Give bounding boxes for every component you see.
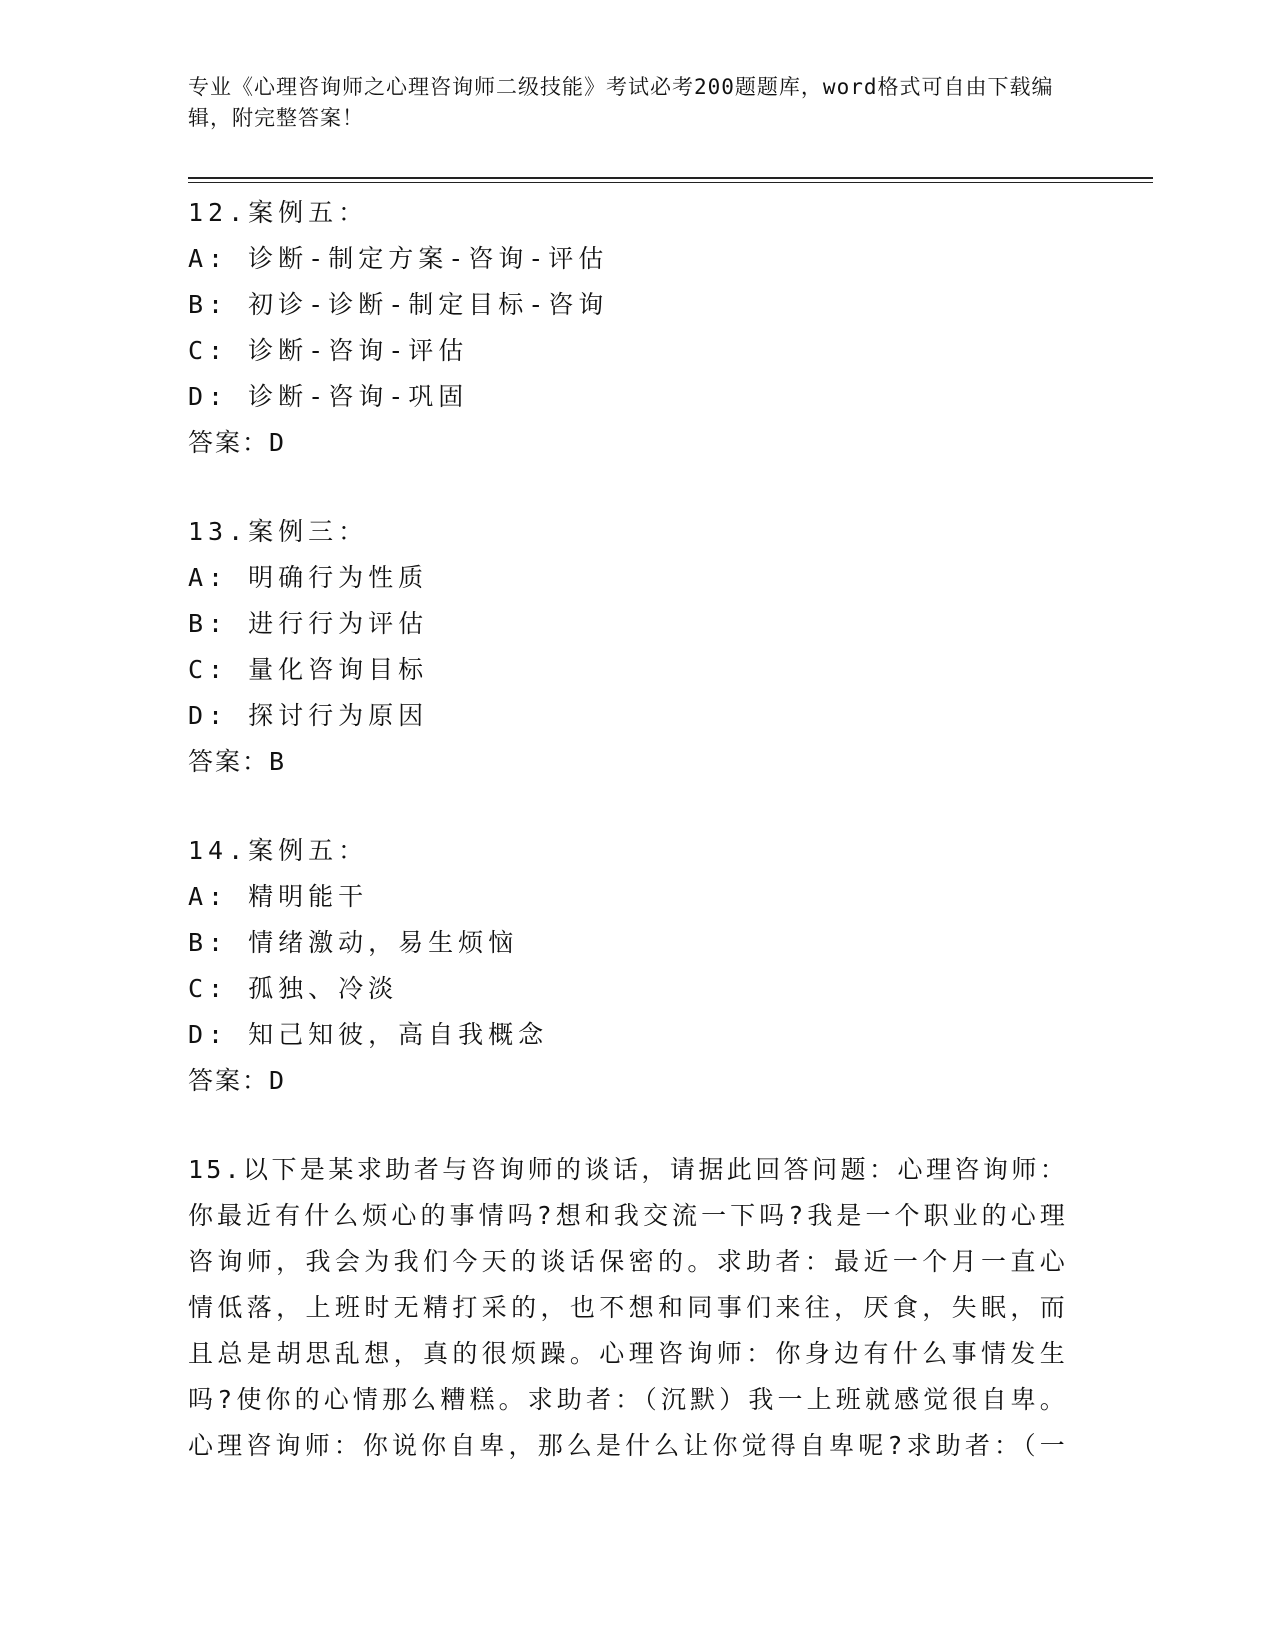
question-13 (188, 509, 1068, 785)
document-header: 专业《心理咨询师之心理咨询师二级技能》考试必考200题题库，word格式可自由下载编辑，附完整答案！ (188, 75, 1054, 130)
option-a: A: 明确行为性质 (188, 563, 429, 592)
question-stem: 12.案例五： (188, 198, 369, 227)
question-15 (188, 1147, 1068, 1469)
question-list (188, 190, 1068, 1512)
header-rule-thick (188, 177, 1153, 179)
question-15-line-7: 心理咨询师：你说你自卑，那么是什么让你觉得自卑呢?求助者：（一 (188, 1431, 1068, 1460)
option-d: D: 探讨行为原因 (188, 701, 429, 730)
answer-line: 答案：B (188, 747, 287, 776)
question-15-line-6: 吗?使你的心情那么糟糕。求助者：（沉默）我一上班就感觉很自卑。 (188, 1385, 1068, 1414)
question-14 (188, 828, 1068, 1104)
option-d: D: 诊断-咨询-巩固 (188, 382, 469, 411)
option-b: B: 情绪激动，易生烦恼 (188, 928, 519, 957)
option-c: C: 孤独、冷淡 (188, 974, 399, 1003)
option-b: B: 进行行为评估 (188, 609, 429, 638)
option-c: C: 量化咨询目标 (188, 655, 429, 684)
question-15-line-4: 情低落，上班时无精打采的，也不想和同事们来往，厌食，失眠，而 (188, 1293, 1068, 1322)
header-rule-thin (188, 182, 1153, 183)
option-c: C: 诊断-咨询-评估 (188, 336, 469, 365)
answer-line: 答案：D (188, 1066, 287, 1095)
question-15-line-5: 且总是胡思乱想，真的很烦躁。心理咨询师：你身边有什么事情发生 (188, 1339, 1068, 1368)
option-b: B: 初诊-诊断-制定目标-咨询 (188, 290, 609, 319)
question-15-line-2: 你最近有什么烦心的事情吗?想和我交流一下吗?我是一个职业的心理 (188, 1201, 1068, 1230)
question-stem: 14.案例五： (188, 836, 369, 865)
question-15-line-1: 15.以下是某求助者与咨询师的谈话，请据此回答问题：心理咨询师： (188, 1155, 1068, 1184)
option-a: A: 诊断-制定方案-咨询-评估 (188, 244, 609, 273)
answer-line: 答案：D (188, 428, 287, 457)
option-d: D: 知己知彼，高自我概念 (188, 1020, 549, 1049)
question-15-line-3: 咨询师，我会为我们今天的谈话保密的。求助者：最近一个月一直心 (188, 1247, 1068, 1276)
question-12 (188, 190, 1068, 466)
question-stem: 13.案例三： (188, 517, 369, 546)
option-a: A: 精明能干 (188, 882, 369, 911)
